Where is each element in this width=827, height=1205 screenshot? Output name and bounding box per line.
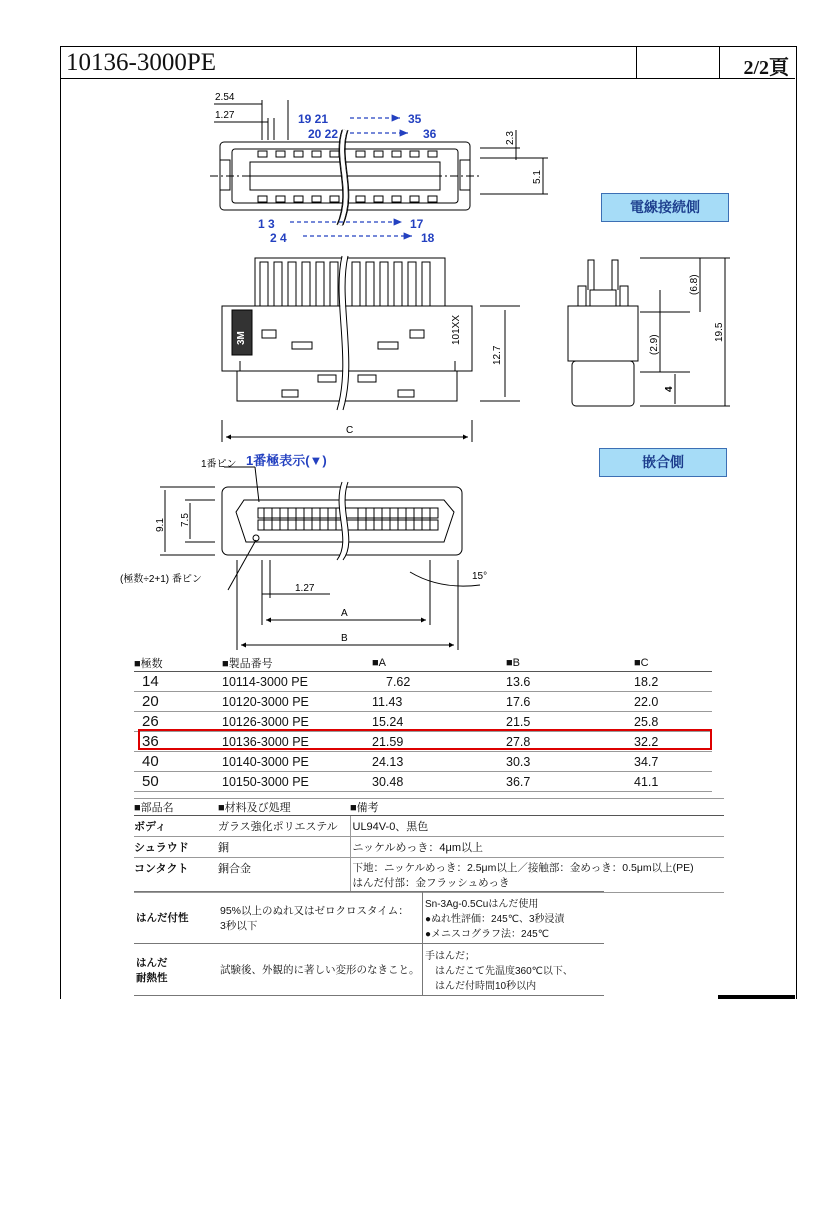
dim-b: 30.3 — [506, 752, 634, 772]
item: はんだ付性 — [134, 892, 218, 944]
pin-label-18: 18 — [421, 231, 435, 245]
selected-row-highlight — [138, 729, 712, 750]
part-name: ボディ — [134, 816, 218, 837]
pin-label-19-21: 19 21 — [298, 112, 329, 126]
poles: 40 — [134, 752, 222, 772]
dim-A: A — [341, 608, 348, 619]
requirement: 試験後、外観的に著しい変形のなきこと。 — [218, 944, 423, 996]
dim-2.9: (2.9) — [649, 334, 660, 355]
dim-a: 11.43 — [372, 692, 506, 712]
dim-c: 25.8 — [634, 712, 712, 732]
dim-a: 21.59 — [372, 732, 506, 752]
document-title: 10136-3000PE — [66, 49, 216, 76]
dim-9.1: 9.1 — [155, 518, 166, 532]
poles: 36 — [134, 732, 222, 752]
table-row — [134, 752, 712, 772]
table-row — [134, 858, 724, 893]
part-number: 10120-3000 PE — [222, 692, 372, 712]
part-name: コンタクト — [134, 858, 218, 893]
table-row — [134, 837, 724, 858]
dim-b: 36.7 — [506, 772, 634, 792]
material: ガラス強化ポリエステル — [218, 816, 350, 837]
table-row — [134, 772, 712, 792]
material: 銅 — [218, 837, 350, 858]
pin1-mark-label: 1番極表示(▼) — [246, 453, 327, 468]
dim-a: 7.62 — [372, 672, 506, 692]
dim-19.5: 19.5 — [714, 322, 725, 342]
col-C: ■C — [634, 654, 712, 672]
page-number: 2/2頁 — [743, 57, 789, 79]
dim-c: 32.2 — [634, 732, 712, 752]
dim-b: 21.5 — [506, 712, 634, 732]
table-row — [134, 816, 724, 837]
dim-4: 4 — [664, 386, 675, 392]
table-row — [134, 944, 604, 996]
dim-c: 22.0 — [634, 692, 712, 712]
pin1-label: 1番ピン — [201, 459, 237, 470]
dim-b: 13.6 — [506, 672, 634, 692]
table-row — [134, 692, 712, 712]
3m-logo: 3M — [236, 331, 247, 345]
pin-label-1-3: 1 3 — [258, 217, 275, 231]
mating-side-badge: 嵌合側 — [599, 448, 727, 477]
part-number: 10136-3000 PE — [222, 732, 372, 752]
material-table — [134, 798, 724, 893]
dim-a: 15.24 — [372, 712, 506, 732]
poles: 20 — [134, 692, 222, 712]
dim-c: 18.2 — [634, 672, 712, 692]
pin-label-17: 17 — [410, 217, 424, 231]
part-number: 10150-3000 PE — [222, 772, 372, 792]
table-row — [134, 672, 712, 692]
condition: 手はんだ； はんだこて先温度360℃以下、 はんだ付時間10秒以内 — [423, 944, 605, 996]
col-poles: ■極数 — [134, 654, 222, 672]
remarks: 下地：ニッケルめっき：2.5μm以上／接触部：金めっき：0.5μm以上(PE) はんだ付部：金フラッシュめっき — [350, 858, 724, 893]
pin-label-20-22: 20 22 — [308, 127, 339, 141]
poles: 26 — [134, 712, 222, 732]
dimension-table-header — [134, 654, 712, 672]
solder-spec-table — [134, 891, 604, 996]
col-B: ■B — [506, 654, 634, 672]
remarks: ニッケルめっき：4μm以上 — [350, 837, 724, 858]
dim-2.3: 2.3 — [505, 131, 516, 145]
dim-2.54: 2.54 — [215, 92, 235, 103]
remarks: UL94V-0、黒色 — [350, 816, 724, 837]
col-remarks: ■備考 — [350, 799, 724, 816]
dim-a: 30.48 — [372, 772, 506, 792]
material-table-header — [134, 799, 724, 816]
material: 銅合金 — [218, 858, 350, 893]
dimension-table — [134, 654, 712, 792]
table-row — [134, 892, 604, 944]
requirement: 95%以上のぬれ又はゼロクロスタイム： 3秒以下 — [218, 892, 423, 944]
angle-15: 15° — [472, 571, 488, 582]
condition: Sn-3Ag-0.5Cuはんだ使用 ●ぬれ性評価：245℃、3秒浸漬 ●メニスコグラフ法：245℃ — [423, 892, 605, 944]
col-material: ■材料及び処理 — [218, 799, 350, 816]
dim-b: 27.8 — [506, 732, 634, 752]
dim-c: 41.1 — [634, 772, 712, 792]
pin-label-2-4: 2 4 — [270, 231, 287, 245]
part-marking: 101XX — [451, 314, 462, 345]
part-number: 10114-3000 PE — [222, 672, 372, 692]
dim-a: 24.13 — [372, 752, 506, 772]
col-A: ■A — [372, 654, 506, 672]
pin-label-36: 36 — [423, 127, 437, 141]
dim-12.7: 12.7 — [492, 345, 503, 365]
part-number: 10126-3000 PE — [222, 712, 372, 732]
dim-1.27-pitch: 1.27 — [295, 583, 315, 594]
dim-7.5: 7.5 — [180, 513, 191, 527]
wire-side-badge: 電線接続側 — [601, 193, 729, 222]
pin-label-35: 35 — [408, 112, 422, 126]
dim-c: 34.7 — [634, 752, 712, 772]
poles: 14 — [134, 672, 222, 692]
dim-5.1: 5.1 — [532, 170, 543, 184]
part-name: シュラウド — [134, 837, 218, 858]
dim-6.8: (6.8) — [689, 274, 700, 295]
dim-B: B — [341, 633, 348, 644]
dim-1.27: 1.27 — [215, 110, 235, 121]
part-number: 10140-3000 PE — [222, 752, 372, 772]
dim-b: 17.6 — [506, 692, 634, 712]
item: はんだ 耐熱性 — [134, 944, 218, 996]
col-part-name: ■部品名 — [134, 799, 218, 816]
dim-C: C — [346, 425, 354, 436]
bottom-rule — [718, 995, 795, 999]
poles: 50 — [134, 772, 222, 792]
col-part-number: ■製品番号 — [222, 654, 372, 672]
pin-formula-label: (極数÷2+1) 番ピン — [120, 574, 202, 585]
